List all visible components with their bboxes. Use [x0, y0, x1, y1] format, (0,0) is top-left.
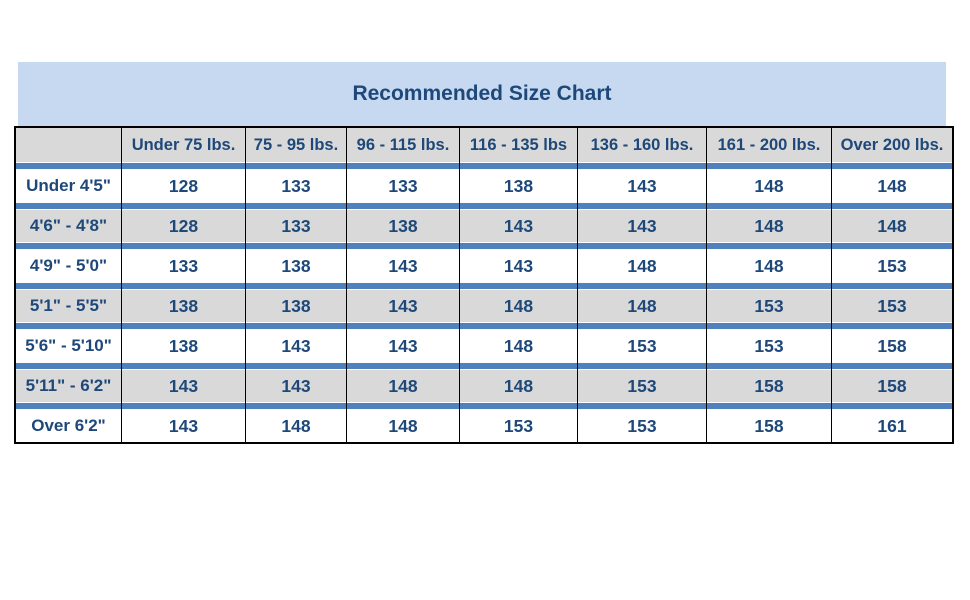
size-cell: 153	[460, 410, 578, 442]
size-cell: 153	[578, 330, 707, 362]
separator-band	[16, 282, 952, 290]
size-cell: 148	[246, 410, 347, 442]
size-cell: 153	[832, 250, 952, 282]
size-cell: 143	[122, 370, 246, 402]
size-cell: 133	[246, 210, 347, 242]
size-chart-container	[14, 126, 954, 444]
row-header: 5'11" - 6'2"	[16, 370, 122, 402]
table-row	[16, 370, 952, 402]
separator-band	[16, 202, 952, 210]
size-cell: 143	[460, 210, 578, 242]
size-cell: 128	[122, 210, 246, 242]
size-cell: 148	[460, 330, 578, 362]
row-header: Over 6'2"	[16, 410, 122, 442]
table-row	[16, 290, 952, 322]
size-cell: 153	[707, 330, 832, 362]
size-cell: 158	[832, 370, 952, 402]
size-cell: 143	[246, 330, 347, 362]
size-cell: 153	[832, 290, 952, 322]
row-header: 5'1" - 5'5"	[16, 290, 122, 322]
table-row	[16, 410, 952, 442]
table-row	[16, 330, 952, 362]
table-row	[16, 250, 952, 282]
size-cell: 128	[122, 170, 246, 202]
size-cell: 138	[246, 250, 347, 282]
size-cell: 148	[832, 170, 952, 202]
size-cell: 148	[832, 210, 952, 242]
table-row	[16, 170, 952, 202]
size-cell: 143	[347, 330, 460, 362]
column-header: 161 - 200 lbs.	[707, 128, 832, 162]
size-cell: 153	[578, 410, 707, 442]
size-cell: 158	[707, 410, 832, 442]
size-cell: 158	[707, 370, 832, 402]
row-header: 4'6" - 4'8"	[16, 210, 122, 242]
size-cell: 148	[460, 370, 578, 402]
header-row	[16, 128, 952, 162]
separator-band	[16, 322, 952, 330]
size-cell: 133	[246, 170, 347, 202]
size-cell: 138	[347, 210, 460, 242]
column-header: 96 - 115 lbs.	[347, 128, 460, 162]
row-header: Under 4'5"	[16, 170, 122, 202]
size-cell: 138	[246, 290, 347, 322]
table-row	[16, 210, 952, 242]
column-header: Under 75 lbs.	[122, 128, 246, 162]
separator-band	[16, 402, 952, 410]
size-cell: 133	[122, 250, 246, 282]
size-cell: 143	[578, 170, 707, 202]
column-header: 136 - 160 lbs.	[578, 128, 707, 162]
size-cell: 138	[122, 290, 246, 322]
separator-band	[16, 362, 952, 370]
size-cell: 148	[347, 410, 460, 442]
row-header: 4'9" - 5'0"	[16, 250, 122, 282]
row-header: 5'6" - 5'10"	[16, 330, 122, 362]
size-cell: 143	[347, 250, 460, 282]
size-cell: 143	[246, 370, 347, 402]
corner-header-cell	[16, 128, 122, 162]
size-cell: 148	[460, 290, 578, 322]
separator-band	[16, 242, 952, 250]
size-cell: 148	[578, 290, 707, 322]
size-cell: 153	[707, 290, 832, 322]
size-cell: 161	[832, 410, 952, 442]
size-chart-table	[14, 126, 954, 444]
size-cell: 138	[122, 330, 246, 362]
size-cell: 148	[578, 250, 707, 282]
size-cell: 158	[832, 330, 952, 362]
size-cell: 153	[578, 370, 707, 402]
size-cell: 148	[707, 210, 832, 242]
column-header: 116 - 135 lbs	[460, 128, 578, 162]
size-cell: 143	[460, 250, 578, 282]
size-cell: 148	[707, 250, 832, 282]
column-header: Over 200 lbs.	[832, 128, 952, 162]
size-cell: 133	[347, 170, 460, 202]
size-cell: 143	[347, 290, 460, 322]
separator-band	[16, 162, 952, 170]
chart-title-bar	[18, 62, 946, 126]
size-cell: 138	[460, 170, 578, 202]
size-cell: 148	[347, 370, 460, 402]
size-cell: 143	[578, 210, 707, 242]
size-cell: 148	[707, 170, 832, 202]
page-title: Recommended Size Chart	[352, 82, 612, 105]
column-header: 75 - 95 lbs.	[246, 128, 347, 162]
size-cell: 143	[122, 410, 246, 442]
